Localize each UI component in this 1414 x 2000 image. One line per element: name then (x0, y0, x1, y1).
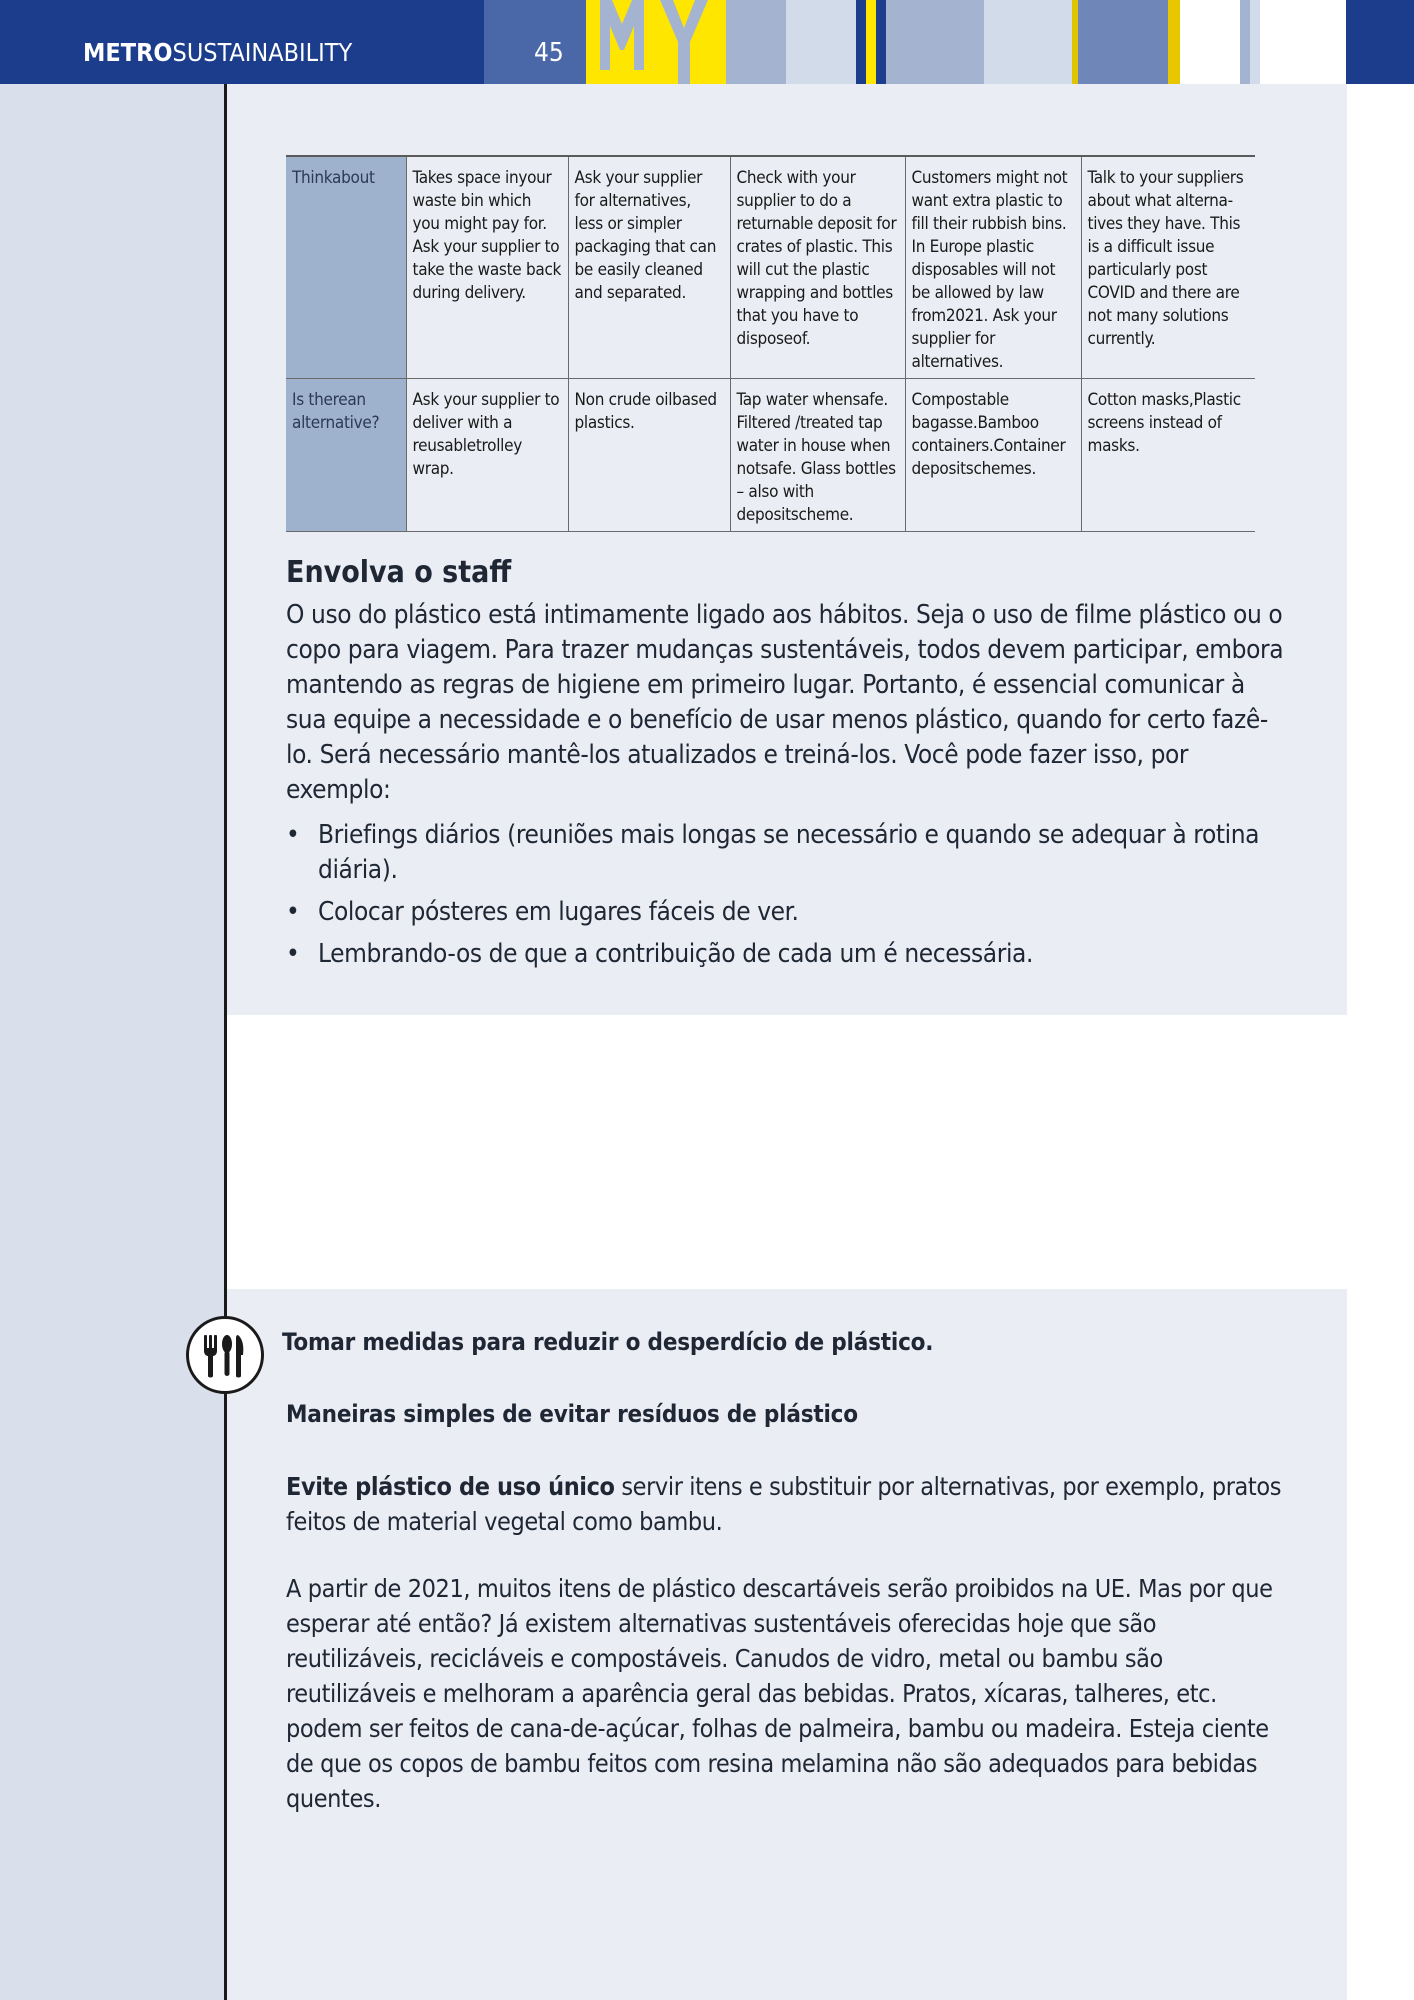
list-item (286, 937, 1286, 972)
header-deco-stripe (1180, 0, 1240, 84)
table-cell: Compostable bagasse.Bamboo containers.Container depositschemes. (905, 379, 1081, 532)
header-deco-stripe (886, 0, 984, 84)
page-number: 45 (534, 38, 564, 68)
table-cell: Check with your supplier to do a returnable deposit for crates of plastic. This will cut the plastic wrapping and bottles that you have to disposeof. (730, 156, 905, 379)
section-subtitle-simple-ways: Maneiras simples de evitar resíduos de plástico (286, 1400, 858, 1428)
bullet-icon: • (286, 820, 300, 850)
table-cell: Tap water whensafe. Filtered /treated tap water in house when notsafe. Glass bottles – also with depositscheme. (730, 379, 905, 532)
list-item-text: Colocar pósteres em lugares fáceis de ver. (318, 897, 799, 927)
brand-title (83, 38, 352, 67)
page-header (0, 0, 1414, 84)
header-deco-stripe (876, 0, 886, 84)
table-cell: Talk to your suppliers about what alterna-tives they have. This is a difficult issue particularly post COVID and there are not many solutions currently. (1081, 156, 1255, 379)
table-row (286, 379, 1255, 532)
table-row (286, 156, 1255, 379)
header-deco-stripe (984, 0, 1072, 84)
header-deco-stripe (1168, 0, 1180, 84)
header-deco-stripe (1250, 0, 1260, 84)
row-header: Thinkabout (286, 156, 406, 379)
cutlery-icon (189, 1319, 261, 1391)
cutlery-icon-badge (186, 1316, 264, 1394)
list-item (286, 818, 1286, 888)
table-cell: Non crude oilbased plastics. (568, 379, 730, 532)
row-header: Is therean alternative? (286, 379, 406, 532)
brand-rest: SUSTAINABILITY (172, 38, 353, 67)
staff-paragraph: O uso do plástico está intimamente ligado aos hábitos. Seja o uso de filme plástico ou o copo para viagem. Para trazer mudanças sustentáveis, todos devem participar, embora mantendo as regras de higiene em primeiro lugar. Portanto, é essencial comunicar à sua equipe a necessidade e o benefício de usar menos plástico, quando for certo fazê-lo. Será necessário mantê-los atualizados e treiná-los. Você pode fazer isso, por exemplo: (286, 600, 1284, 805)
header-deco-stripe (1240, 0, 1250, 84)
section-title-measures: Tomar medidas para reduzir o desperdício de plástico. (282, 1328, 934, 1356)
list-item (286, 895, 1286, 930)
table-cell: Ask your supplier for alternatives, less or simpler packaging that can be easily cleaned and separated. (568, 156, 730, 379)
table-cell: Ask your supplier to deliver with a reusabletrolley wrap. (406, 379, 568, 532)
header-deco-stripe (726, 0, 786, 84)
table-cell: Takes space inyour waste bin which you might pay for. Ask your supplier to take the waste back during delivery. (406, 156, 568, 379)
header-deco-stripe (856, 0, 866, 84)
table-cell: Cotton masks,Plastic screens instead of masks. (1081, 379, 1255, 532)
left-margin-band (0, 84, 224, 2000)
margin-rule (224, 84, 227, 2000)
bullet-icon: • (286, 939, 300, 969)
single-use-bold: Evite plástico de uso único (286, 1472, 615, 1501)
eu-ban-paragraph: A partir de 2021, muitos itens de plástico descartáveis serão proibidos na UE. Mas por que esperar até então? Já existem alternativas sustentáveis oferecidas hoje que são reutilizáveis, recicláveis e compostáveis. Canudos de vidro, metal ou bambu são reutilizáveis e melhoram a aparência geral das bebidas. Pratos, xícaras, talheres, etc. podem ser feitos de cana-de-açúcar, folhas de palmeira, bambu ou madeira. Esteja ciente de que os copos de bambu feitos com resina melamina não são adequados para bebidas quentes. (286, 1574, 1273, 1813)
staff-bullet-list (286, 818, 1286, 979)
header-deco-stripe (866, 0, 876, 84)
section-title-staff: Envolva o staff (286, 555, 512, 590)
plastic-alternatives-table (286, 155, 1255, 532)
brand-bold: METRO (83, 38, 173, 67)
single-use-paragraph (286, 1469, 1286, 1539)
header-right-block (1346, 0, 1414, 84)
header-deco-letters (586, 0, 726, 84)
bullet-icon: • (286, 897, 300, 927)
list-item-text: Lembrando-os de que a contribuição de cada um é necessária. (318, 939, 1034, 969)
header-deco-stripe (1078, 0, 1168, 84)
table-cell: Customers might not want extra plastic to fill their rubbish bins. In Europe plastic disposables will not be allowed by law from2021. Ask your supplier for alternatives. (905, 156, 1081, 379)
single-use-text: servir itens e substituir por alternativas, por exemplo, pratos feitos de material vegetal como bambu. (286, 1472, 1282, 1536)
header-deco-stripe (786, 0, 856, 84)
list-item-text: Briefings diários (reuniões mais longas se necessário e quando se adequar à rotina diária). (318, 820, 1260, 885)
